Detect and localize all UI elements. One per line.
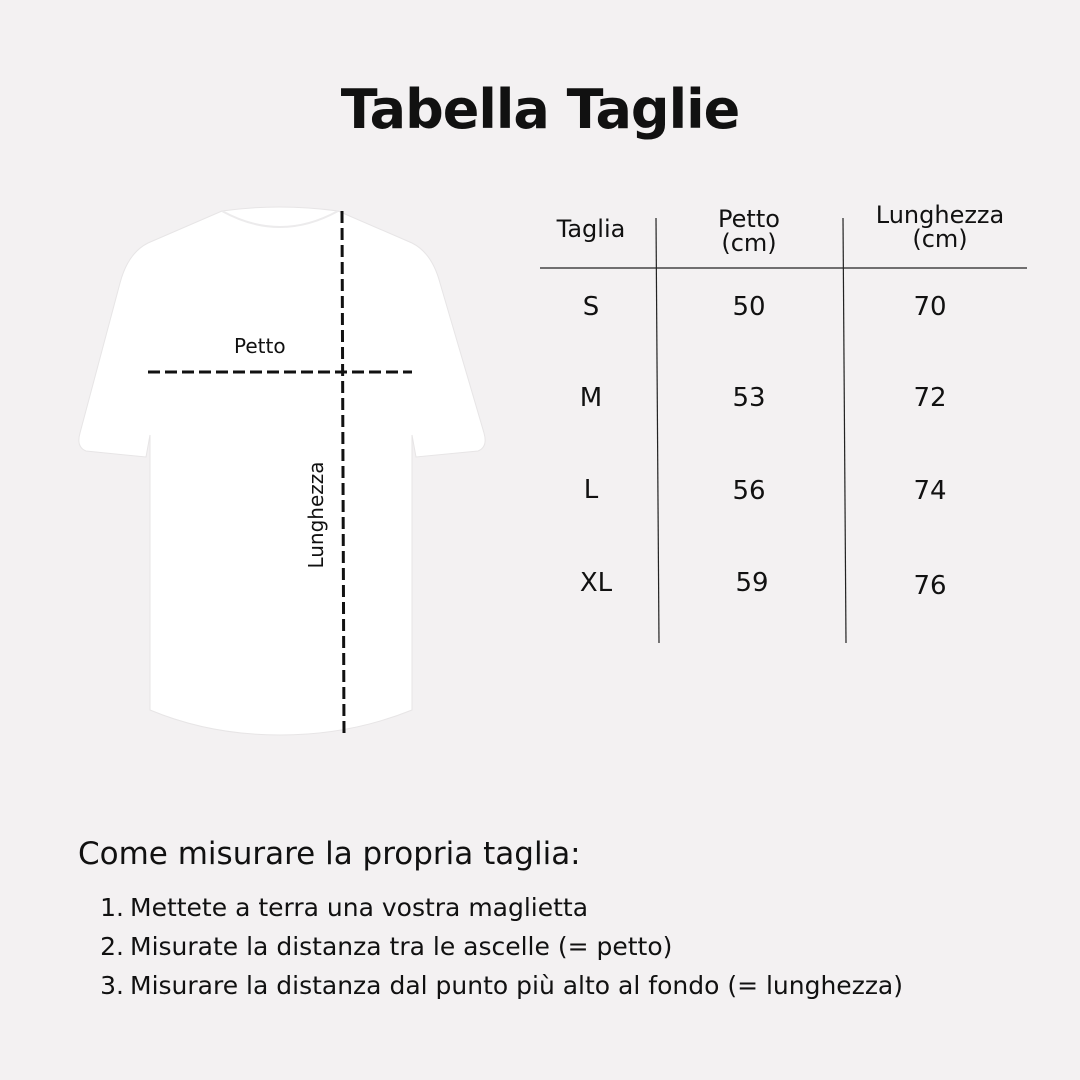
cell-length: 72 bbox=[913, 383, 947, 413]
cell-length: 70 bbox=[913, 292, 947, 322]
header-chest: Petto (cm) bbox=[718, 205, 780, 257]
cell-chest: 59 bbox=[735, 568, 769, 598]
list-item: 2. Misurate la distanza tra le ascelle (= petto) bbox=[100, 932, 673, 961]
tshirt-illustration bbox=[60, 195, 500, 745]
cell-chest: 50 bbox=[732, 292, 766, 322]
list-item: 3. Misurare la distanza dal punto più alto al fondo (= lunghezza) bbox=[100, 971, 904, 1000]
cell-length: 74 bbox=[913, 476, 947, 506]
header-size: Taglia bbox=[556, 215, 626, 243]
length-label: Lunghezza bbox=[304, 461, 328, 569]
instructions-list bbox=[92, 888, 903, 1005]
instructions-heading: Come misurare la propria taglia: bbox=[78, 836, 581, 872]
cell-chest: 56 bbox=[732, 476, 766, 506]
cell-chest: 53 bbox=[732, 383, 766, 413]
cell-size: XL bbox=[579, 568, 613, 598]
cell-size: S bbox=[582, 292, 600, 322]
cell-length: 76 bbox=[913, 571, 947, 601]
length-measure-line bbox=[342, 211, 344, 735]
chest-label: Petto bbox=[234, 334, 286, 358]
header-length: Lunghezza (cm) bbox=[875, 201, 1005, 253]
cell-size: M bbox=[579, 383, 603, 413]
page-title: Tabella Taglie bbox=[340, 78, 740, 141]
tshirt-shape bbox=[79, 207, 485, 735]
cell-size: L bbox=[583, 475, 599, 505]
list-item: 1. Mettete a terra una vostra maglietta bbox=[100, 893, 589, 922]
